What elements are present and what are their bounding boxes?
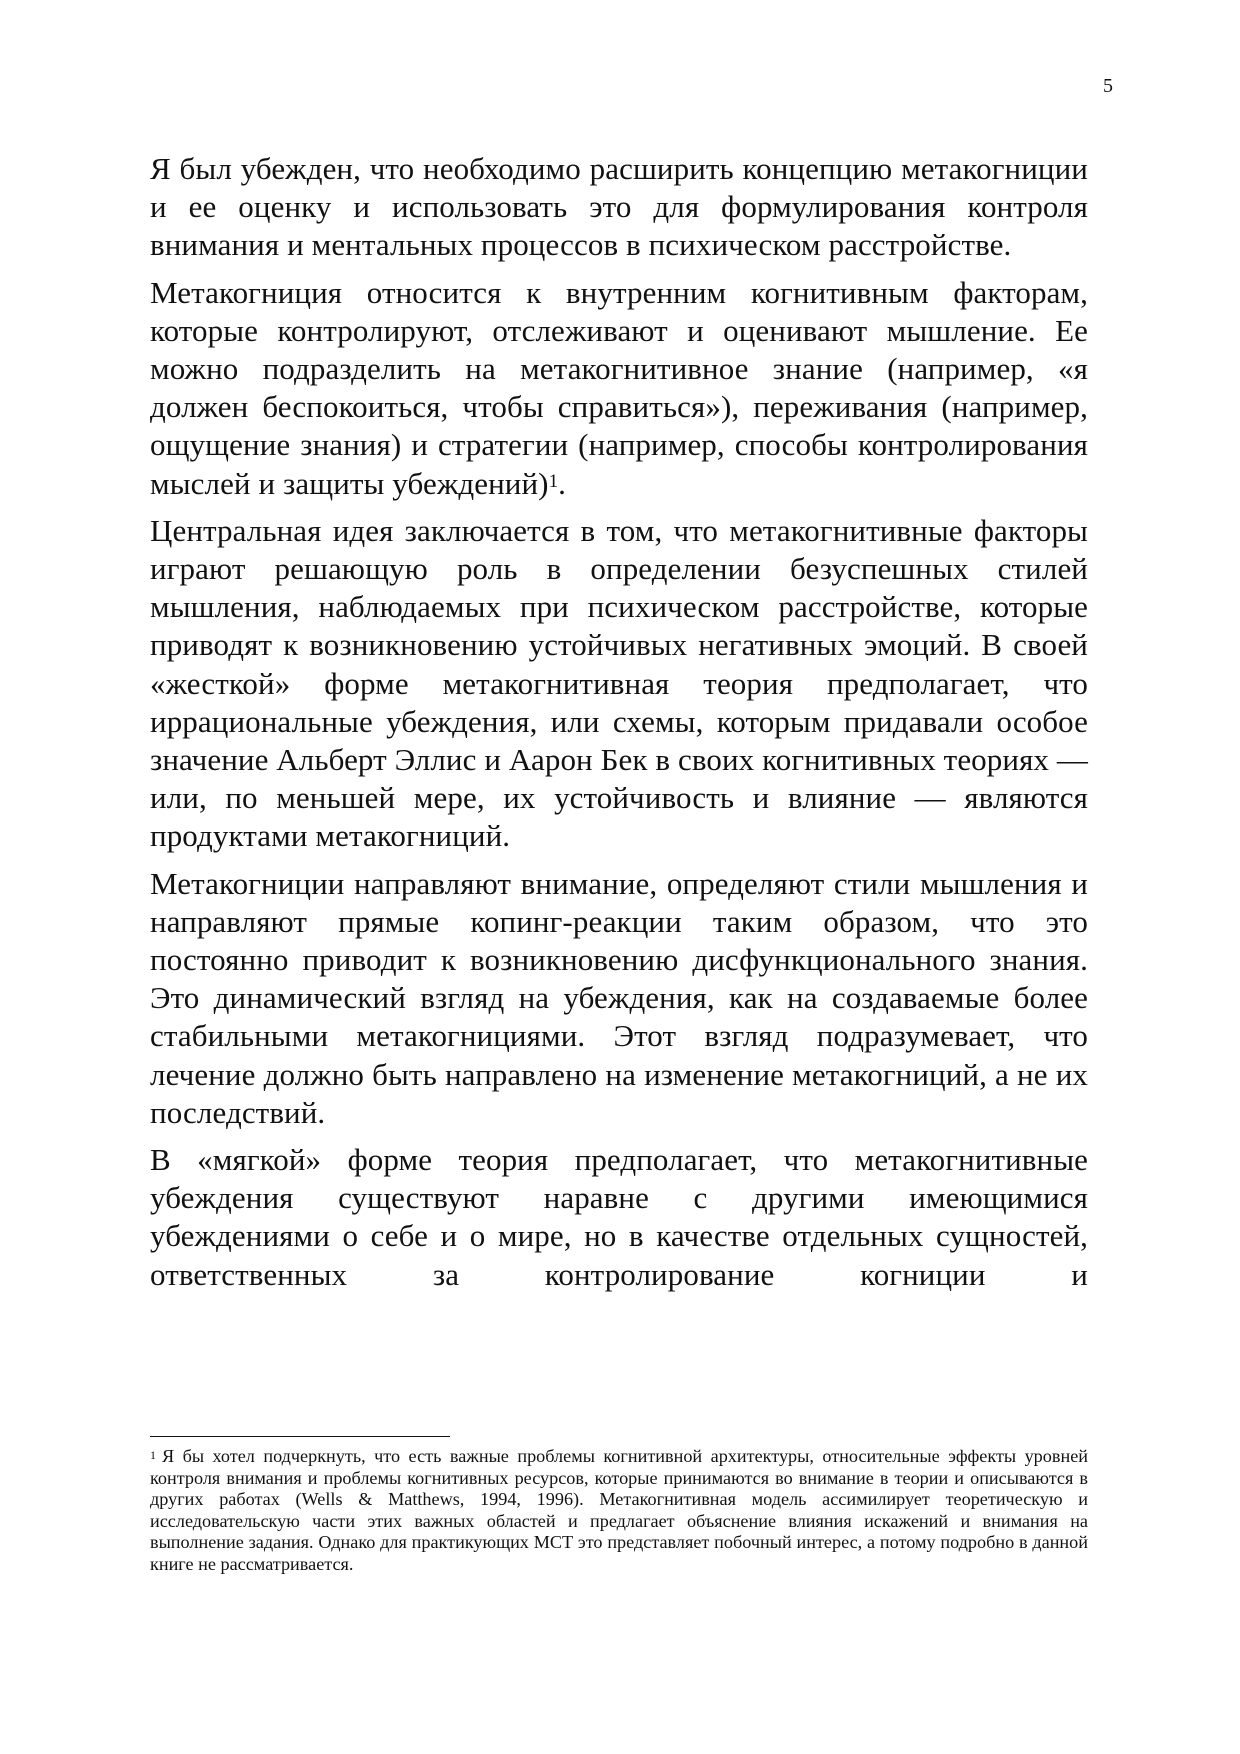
paragraph-5: В «мягкой» форме теория предполагает, что метакогнитивные убеждения существуют наравне с другими имеющимися убеждениями о себе и о мире, но в качестве отдельных сущностей, ответственных за контролирование когниции и [150, 1142, 1088, 1292]
paragraph-4: Метакогниции направляют внимание, определяют стили мышления и направляют прямые копинг-реакции таким образом, что это постоянно приводит к возникновению дисфункционального знания. Это динамический взгляд на убеждения, как на создаваемые более стабильными метакогнициями. Этот взгляд подразумевает, что лечение должно быть направлено на изменение метакогниций, а не их последствий. [150, 865, 1088, 1130]
footnote-text: Я бы хотел подчеркнуть, что есть важные проблемы когнитивной архитектуры, относительные эффекты уровней контроля внимания и проблемы когнитивных ресурсов, которые принимаются во внимание в теории и описываются в других работах (Wells & Matthews, 1994, 1996). Метакогнитивная модель ассимилирует теоретическую и исследовательскую части этих важных областей и предлагает объяснение влияния искажений и внимания на выполнение задания. Однако для практикующих МСТ это представляет побочный интерес, а потому подробно в данной книге не рассматривается. [150, 1446, 1088, 1574]
footnote-mark: 1 [150, 1448, 156, 1462]
footnote-reference[interactable]: 1 [548, 470, 559, 492]
page-number: 5 [1103, 75, 1113, 97]
paragraph-2 [150, 274, 1088, 503]
paragraph-2-text: Метакогниция относится к внутренним когнитивным факторам, которые контролируют, отслеживают и оценивают мышление. Ее можно подразделить на метакогнитивное знание (например, «я должен беспокоиться, чтобы справиться»), переживания (например, ощущение знания) и стратегии (например, способы контролирования мыслей и защиты убеждений) [150, 274, 1088, 501]
body-text [150, 150, 1088, 1303]
paragraph-1: Я был убежден, что необходимо расширить концепцию метакогниции и ее оценку и использовать это для формулирования контроля внимания и ментальных процессов в психическом расстройстве. [150, 151, 1088, 263]
footnote-divider [150, 1436, 450, 1437]
footnote [150, 1446, 1088, 1576]
paragraph-3: Центральная идея заключается в том, что метакогнитивные факторы играют решающую роль в определении безуспешных стилей мышления, наблюдаемых при психическом расстройстве, которые приводят к возникновению устойчивых негативных эмоций. В своей «жесткой» форме метакогнитивная теория предполагает, что иррациональные убеждения, или схемы, которым придавали особое значение Альберт Эллис и Аарон Бек в своих когнитивных теориях — или, по меньшей мере, их устойчивость и влияние — являются продуктами метакогниций. [150, 512, 1088, 854]
paragraph-2-end: . [558, 465, 567, 501]
